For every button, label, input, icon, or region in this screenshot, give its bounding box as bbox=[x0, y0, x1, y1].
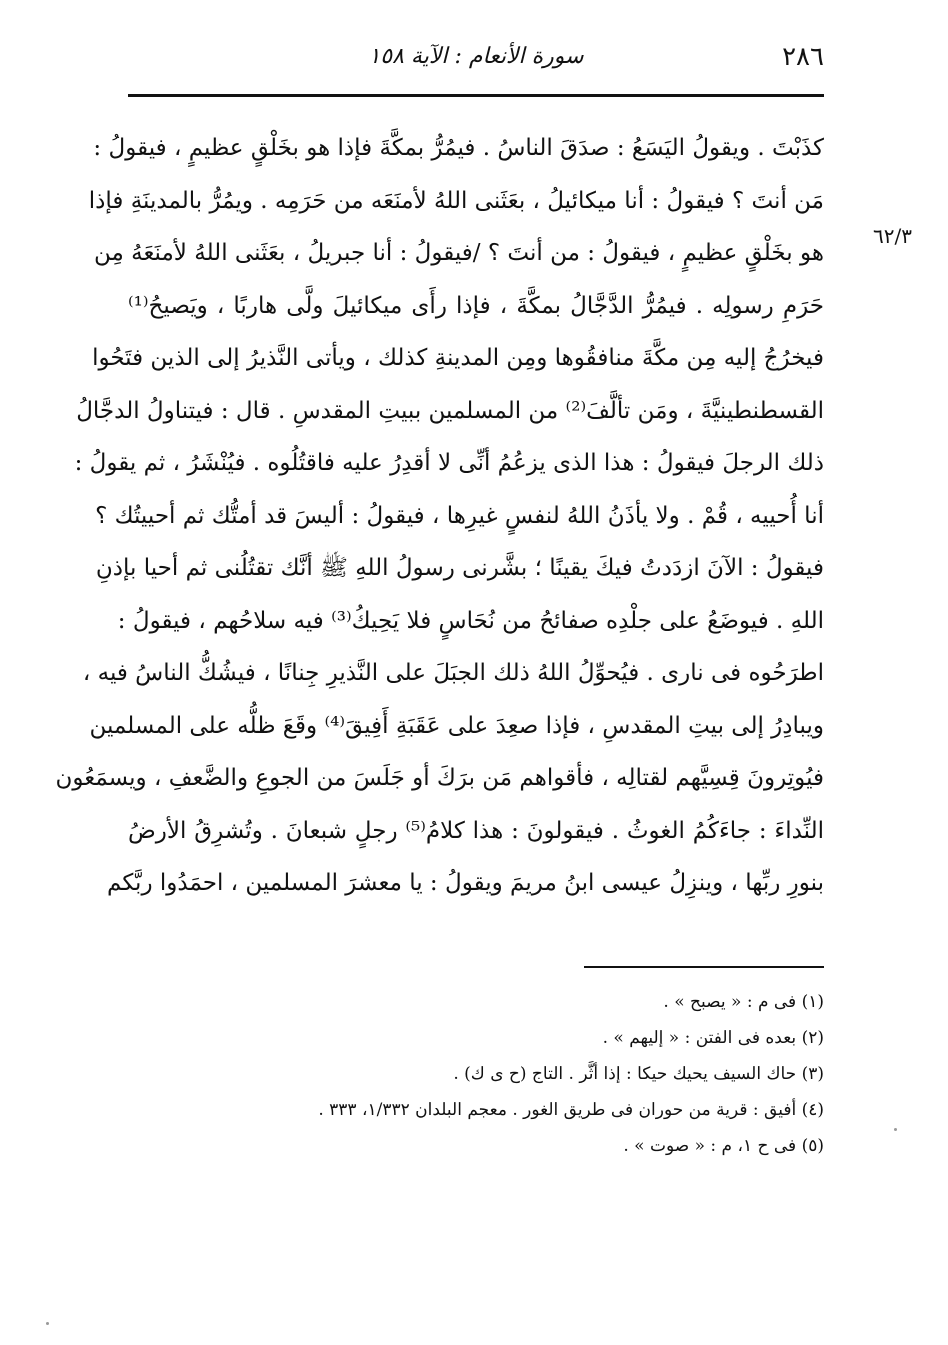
text-line: ذلك الرجلَ فيقولُ : هذا الذى يزعُمُ أنِّى لا أقدِرُ عليه فاقتُلُوه . فيُنْشَرُ ، ثم يقولُ : bbox=[74, 450, 824, 476]
text-line: النِّداءَ : جاءَكُمُ الغوثُ . فيقولونَ : هذا كلامُ⁽⁵⁾ رجلٍ شبعانَ . وتُشرِقُ الأرضُ bbox=[128, 817, 825, 844]
footnote-2: (٢) بعده فى الفتن : « إليهم » . bbox=[602, 1028, 824, 1048]
text-line: فيقولُ : الآنَ ازدَدتُ فيكَ يقينًا ؛ بشَّرنى رسولُ اللهِ ﷺ أنَّك تقتُلُنى ثم أحيا بإذنِ bbox=[95, 555, 824, 581]
header-rule bbox=[128, 94, 824, 97]
text-line: بنورِ ربِّها ، وينزِلُ عيسى ابنُ مريمَ ويقولُ : يا معشرَ المسلمين ، احمَدُوا ربَّكم bbox=[107, 870, 824, 896]
footnote-3: (٣) حاك السيف يحيك حيكا : إذا أثَّر . التاج (ح ى ك) . bbox=[453, 1064, 824, 1084]
page-number: ٢٨٦ bbox=[782, 42, 824, 72]
text-line: القسطنطينيَّةَ ، ومَن تألَّفَ⁽²⁾ من المسلمين ببيتِ المقدسِ . قال : فيتناولُ الدجَّالُ bbox=[76, 397, 824, 424]
running-title: سورة الأنعام : الآية ١٥٨ bbox=[368, 44, 584, 69]
text-line: حَرَمِ رسولِه . فيمُرُّ الدَّجَّالُ بمكَّةَ ، فإذا رأَى ميكائيلَ ولَّى هاربًا ، ويَصيحُ⁽¹⁾ bbox=[128, 292, 824, 319]
marginal-reference: ٦٢/٣ bbox=[873, 224, 912, 248]
text-line: اطرَحُوه فى نارى . فيُحوِّلُ اللهُ ذلك الجبَلَ على النَّذيرِ جِنانًا ، فيشُكُّ الناسُ فيه ، bbox=[82, 660, 824, 686]
text-line: كذَبْتَ . ويقولُ اليَسَعُ : صدَقَ الناسُ . فيمُرُّ بمكَّةَ فإذا هو بخَلْقٍ عظيمٍ ، فيقولُ : bbox=[93, 135, 824, 161]
scan-speck bbox=[46, 1322, 49, 1325]
footnote-1: (١) فى م : « يصبح » . bbox=[663, 992, 824, 1012]
text-line: ويبادِرُ إلى بيتِ المقدسِ ، فإذا صعِدَ على عَقَبَةِ أَفِيقَ⁽⁴⁾ وقَعَ ظلُّه على المسلمين bbox=[89, 712, 824, 739]
body-text bbox=[55, 122, 825, 910]
text-line: فيخرُجُ إليه مِن مكَّةَ منافقُوها ومِن المدينةِ كذلك ، ويأتى النَّذيرُ إلى الذين فتَحُوا bbox=[92, 345, 824, 371]
footnote-5: (٥) فى ح ١، م : « صوت » . bbox=[623, 1136, 824, 1156]
page-header bbox=[128, 40, 824, 84]
scan-speck bbox=[894, 1128, 897, 1131]
footnotes bbox=[128, 984, 824, 1164]
footnote-rule bbox=[584, 966, 824, 968]
footnote-4: (٤) أفيق : قرية من حوران فى طريق الغور . معجم البلدان ١/٣٣٢، ٣٣٣ . bbox=[318, 1100, 824, 1120]
text-line: هو بخَلْقٍ عظيمٍ ، فيقولُ : من أنتَ ؟ /فيقولُ : أنا جبريلُ ، بعَثَنى اللهُ لأمنَعَهُ مِن bbox=[93, 240, 824, 266]
text-line: أنا أُحييه ، قُمْ . ولا يأذَنُ اللهُ لنفسٍ غيرِها ، فيقولُ : أليسَ قد أمتُّك ثم أحييتُك ؟ bbox=[95, 502, 824, 529]
text-line: فيُوتِرونَ قِسِيَّهم لقتالِه ، فأقواهم مَن برَكَ أو جَلَسَ من الجوعِ والضَّعفِ ، ويسمَعُون bbox=[55, 765, 824, 791]
text-line: مَن أنتَ ؟ فيقولُ : أنا ميكائيلُ ، بعَثَنى اللهُ لأمنَعَه من حَرَمِه . ويمُرُّ بالمدينَةِ فإذا bbox=[88, 187, 824, 214]
text-line: اللهِ . فيوضَعُ على جلْدِه صفائحُ من نُحَاسٍ فلا يَحِيكُ⁽³⁾ فيه سلاحُهم ، فيقولُ : bbox=[117, 607, 824, 634]
